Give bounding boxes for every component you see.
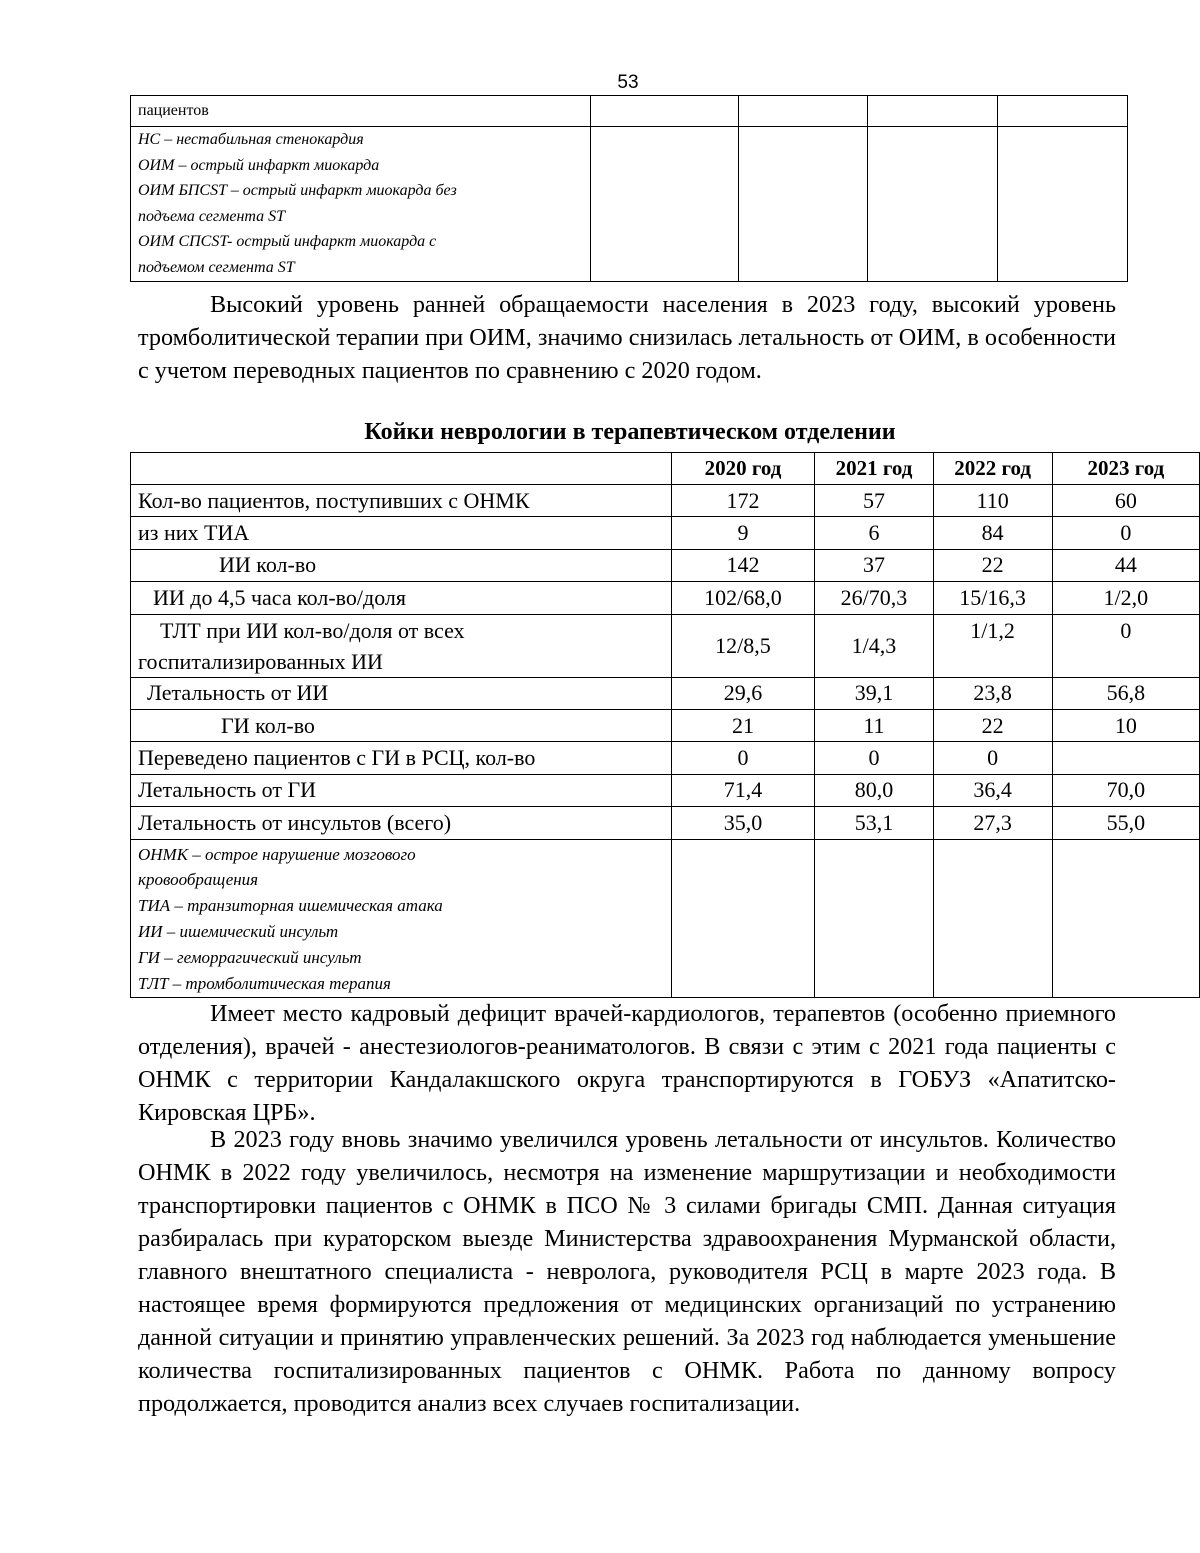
table-header-row bbox=[131, 453, 1200, 485]
row-label-line: ТЛТ при ИИ кол-во/доля от всех bbox=[160, 617, 465, 643]
abbreviation-list bbox=[131, 127, 591, 282]
value-cell: 44 bbox=[1052, 549, 1199, 581]
table-cell bbox=[739, 127, 868, 282]
value-cell: 23,8 bbox=[933, 677, 1052, 709]
abbreviation-item: НС – нестабильная стенокардия bbox=[138, 131, 364, 148]
table-cell bbox=[868, 96, 998, 127]
value-cell: 15/16,3 bbox=[933, 582, 1052, 614]
value-cell: 142 bbox=[671, 549, 815, 581]
row-label: ИИ до 4,5 часа кол-во/доля bbox=[131, 582, 672, 614]
value-cell: 0 bbox=[1052, 614, 1199, 677]
value-cell: 80,0 bbox=[815, 774, 933, 806]
paragraph-text: Имеет место кадровый дефицит врачей-кардиологов, терапевтов (особенно приемного отделения), врачей - анестезиологов-реаниматологов. В связи с этим с 2021 года пациенты с ОНМК с территории Кандалакшского округа транспортируются в ГОБУЗ «Апатитско-Кировская ЦРБ». bbox=[138, 1000, 1116, 1126]
abbreviation-item: подъемом сегмента ST bbox=[138, 258, 295, 276]
abbreviation-item: ОИМ – острый инфаркт миокарда bbox=[138, 156, 380, 174]
value-cell: 29,6 bbox=[671, 677, 815, 709]
abbreviation-item: ОИМ СПСST- острый инфаркт миокарда с bbox=[138, 233, 437, 251]
value-cell: 27,3 bbox=[933, 807, 1052, 839]
paragraph-oim-summary bbox=[138, 288, 1116, 387]
value-cell: 26/70,3 bbox=[815, 582, 933, 614]
value-cell: 39,1 bbox=[815, 677, 933, 709]
value-cell: 102/68,0 bbox=[671, 582, 815, 614]
value-cell: 37 bbox=[815, 549, 933, 581]
table-row-abbreviations bbox=[131, 127, 1128, 282]
table-cell bbox=[671, 839, 815, 997]
row-label: Кол-во пациентов, поступивших с ОНМК bbox=[131, 485, 672, 517]
abbreviation-item: подъема сегмента ST bbox=[138, 207, 286, 225]
table-title: Койки неврологии в терапевтическом отделении bbox=[364, 419, 896, 445]
table-cell bbox=[739, 96, 868, 127]
table-cell-label: пациентов bbox=[131, 96, 591, 127]
abbreviation-item: ГИ – геморрагический инсульт bbox=[138, 947, 362, 967]
paragraph-staff-deficit bbox=[138, 997, 1116, 1129]
paragraph-text: В 2023 году вновь значимо увеличился уровень летальности от инсультов. Количество ОНМК в 2022 году увеличилось, несмотря на изменение маршрутизации и необходимости транспортировки пациентов с ОНМК в ПСО № 3 силами бригады СМП. Данная ситуация разбиралась при кураторском выезде Министерства здравоохранения Мурманской области, главного внештатного специалиста - невролога, руководителя РСЦ в марте 2023 года. В настоящее время формируются предложения от медицинских организаций по устранению данной ситуации и принятию управленческих решений. За 2023 год наблюдается уменьшение количества госпитализированных пациентов с ОНМК. Работа по данному вопросу продолжается, проводится анализ всех случаев госпитализации. bbox=[138, 1126, 1116, 1417]
table-row bbox=[131, 742, 1200, 774]
table-row bbox=[131, 517, 1200, 549]
value-cell: 22 bbox=[933, 709, 1052, 741]
value-cell: 71,4 bbox=[671, 774, 815, 806]
header-cell-2021: 2021 год bbox=[815, 453, 933, 485]
abbreviation-item: ОНМК – острое нарушение мозгового bbox=[138, 844, 416, 864]
row-label: Летальность от инсультов (всего) bbox=[131, 807, 672, 839]
header-cell-empty bbox=[131, 453, 672, 485]
abbreviation-list bbox=[131, 839, 672, 997]
value-cell: 110 bbox=[933, 485, 1052, 517]
abbreviation-item: ТИА – транзиторная ишемическая атака bbox=[138, 896, 443, 916]
paragraph-stroke-mortality bbox=[138, 1123, 1116, 1420]
row-label: ГИ кол-во bbox=[131, 709, 672, 741]
value-cell: 6 bbox=[815, 517, 933, 549]
row-label-line: госпитализированных ИИ bbox=[138, 648, 383, 674]
table-cardiology-continued bbox=[130, 95, 1128, 282]
table-cell bbox=[933, 839, 1052, 997]
table-row bbox=[131, 96, 1128, 127]
value-cell: 53,1 bbox=[815, 807, 933, 839]
row-label: Переведено пациентов с ГИ в РСЦ, кол-во bbox=[131, 742, 672, 774]
table-row bbox=[131, 614, 1200, 677]
table-row-abbreviations bbox=[131, 839, 1200, 997]
header-cell-2020: 2020 год bbox=[671, 453, 815, 485]
value-cell bbox=[1052, 742, 1199, 774]
abbreviation-item: ИИ – ишемический инсульт bbox=[138, 921, 339, 941]
value-cell: 0 bbox=[1052, 517, 1199, 549]
value-cell: 55,0 bbox=[1052, 807, 1199, 839]
table-row bbox=[131, 677, 1200, 709]
value-cell: 70,0 bbox=[1052, 774, 1199, 806]
value-cell: 12/8,5 bbox=[671, 614, 815, 677]
value-cell: 0 bbox=[933, 742, 1052, 774]
value-cell: 35,0 bbox=[671, 807, 815, 839]
value-cell: 11 bbox=[815, 709, 933, 741]
header-cell-2023: 2023 год bbox=[1052, 453, 1199, 485]
abbreviation-item: ОИМ БПСST – острый инфаркт миокарда без bbox=[138, 182, 457, 200]
table-cell bbox=[998, 96, 1128, 127]
row-label: из них ТИА bbox=[131, 517, 672, 549]
table-row bbox=[131, 582, 1200, 614]
table-row bbox=[131, 807, 1200, 839]
table-cell bbox=[998, 127, 1128, 282]
row-label: Летальность от ИИ bbox=[131, 677, 672, 709]
value-cell: 1/4,3 bbox=[815, 614, 933, 677]
row-label: ИИ кол-во bbox=[131, 549, 672, 581]
value-cell: 0 bbox=[671, 742, 815, 774]
value-cell: 36,4 bbox=[933, 774, 1052, 806]
table-cell bbox=[815, 839, 933, 997]
row-label: Летальность от ГИ bbox=[131, 774, 672, 806]
value-cell: 1/2,0 bbox=[1052, 582, 1199, 614]
table-row bbox=[131, 709, 1200, 741]
header-cell-2022: 2022 год bbox=[933, 453, 1052, 485]
value-cell: 0 bbox=[815, 742, 933, 774]
value-cell: 172 bbox=[671, 485, 815, 517]
value-cell: 9 bbox=[671, 517, 815, 549]
table-row bbox=[131, 774, 1200, 806]
table-cell bbox=[1052, 839, 1199, 997]
paragraph-text: Высокий уровень ранней обращаемости населения в 2023 году, высокий уровень тромболитической терапии при ОИМ, значимо снизилась летальность от ОИМ, в особенности с учетом переводных пациентов по сравнению с 2020 годом. bbox=[138, 291, 1116, 384]
abbreviation-item: ТЛТ – тромболитическая терапия bbox=[138, 973, 391, 993]
value-cell: 21 bbox=[671, 709, 815, 741]
table-cell bbox=[591, 127, 739, 282]
abbreviation-item: кровообращения bbox=[138, 870, 259, 890]
row-label bbox=[131, 614, 672, 677]
value-cell: 10 bbox=[1052, 709, 1199, 741]
page-number: 53 bbox=[617, 72, 639, 93]
table-row bbox=[131, 485, 1200, 517]
table-cell bbox=[868, 127, 998, 282]
value-cell: 60 bbox=[1052, 485, 1199, 517]
table-neurology-beds bbox=[130, 452, 1200, 998]
value-cell: 57 bbox=[815, 485, 933, 517]
value-cell: 84 bbox=[933, 517, 1052, 549]
table-cell bbox=[591, 96, 739, 127]
value-cell: 22 bbox=[933, 549, 1052, 581]
table-row bbox=[131, 549, 1200, 581]
value-cell: 56,8 bbox=[1052, 677, 1199, 709]
value-cell: 1/1,2 bbox=[933, 614, 1052, 677]
